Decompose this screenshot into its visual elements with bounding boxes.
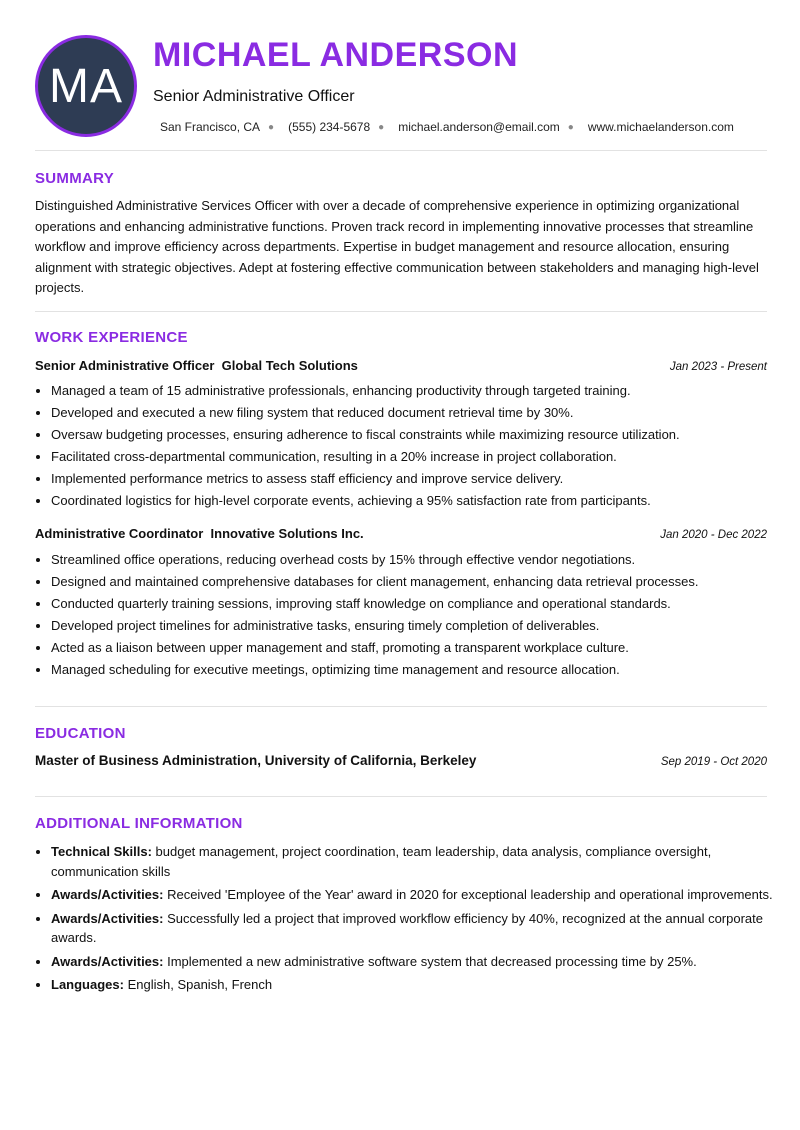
education-degree: Master of Business Administration, University of California, Berkeley (35, 753, 477, 768)
additional-list (35, 842, 783, 999)
job-header (35, 526, 767, 541)
summary-heading: SUMMARY (35, 170, 115, 187)
separator-dot-icon: ● (567, 121, 574, 133)
divider (35, 796, 767, 797)
divider (35, 311, 767, 312)
divider (35, 706, 767, 707)
list-item: • Oversaw budgeting processes, ensuring adherence to fiscal constraints while maximizing resource utilization. (51, 424, 783, 446)
list-item: • Managed a team of 15 administrative professionals, enhancing productivity through targeted training. (51, 380, 783, 402)
list-item: • Developed and executed a new filing system that reduced document retrieval time by 30%. (51, 402, 783, 424)
experience-heading: WORK EXPERIENCE (35, 329, 188, 346)
list-item: • Conducted quarterly training sessions, improving staff knowledge on compliance and operational standards. (51, 593, 783, 615)
separator-dot-icon: ● (378, 121, 385, 133)
job-bullets (35, 549, 783, 681)
contact-email[interactable]: michael.anderson@email.com ● (398, 120, 574, 134)
list-item: • Awards/Activities: Received 'Employee of the Year' award in 2020 for exceptional leadership and operational improvements. (51, 885, 783, 905)
contact-website[interactable]: www.michaelanderson.com (587, 120, 734, 134)
list-item: • Designed and maintained comprehensive databases for client management, enhancing data retrieval processes. (51, 571, 783, 593)
job-role-company: Senior Administrative Officer Global Tech Solutions (35, 358, 358, 373)
education-dates: Sep 2019 - Oct 2020 (660, 756, 767, 768)
divider (35, 150, 767, 151)
contact-phone: (555) 234-5678 ● (288, 120, 385, 134)
candidate-title: Senior Administrative Officer (153, 88, 355, 105)
job-header (35, 358, 767, 373)
avatar-initials: MA (49, 59, 123, 113)
list-item: • Awards/Activities: Successfully led a project that improved workflow efficiency by 40%, recognized at the annual corporate awards. (51, 909, 783, 948)
avatar (35, 35, 137, 137)
list-item: • Implemented performance metrics to assess staff efficiency and improve service delivery. (51, 468, 783, 490)
list-item: • Coordinated logistics for high-level corporate events, achieving a 95% satisfaction rate from participants. (51, 490, 783, 512)
list-item: • Acted as a liaison between upper management and staff, promoting a transparent workplace culture. (51, 637, 783, 659)
list-item: • Facilitated cross-departmental communication, resulting in a 20% increase in project collaboration. (51, 446, 783, 468)
job-dates: Jan 2020 - Dec 2022 (660, 529, 767, 541)
contact-bar (160, 120, 734, 134)
list-item: • Technical Skills: budget management, project coordination, team leadership, data analysis, compliance oversight, communication skills (51, 842, 783, 881)
candidate-name: MICHAEL ANDERSON (153, 36, 519, 74)
summary-text: Distinguished Administrative Services Officer with over a decade of comprehensive experience in optimizing organizational operations and enhancing administrative functions. Proven track record in implementing innovative processes that streamline workflow and improve efficiency across departments. Expertise in budget management and resource allocation, ensuring alignment with strategic objectives. Adept at fostering effective communication between stakeholders and managing high-level projects. (35, 198, 759, 295)
job-role-company: Administrative Coordinator Innovative Solutions Inc. (35, 526, 364, 541)
job-bullets (35, 380, 783, 512)
list-item: • Streamlined office operations, reducing overhead costs by 15% through effective vendor negotiations. (51, 549, 783, 571)
contact-location: San Francisco, CA ● (160, 120, 275, 134)
separator-dot-icon: ● (268, 121, 275, 133)
additional-heading: ADDITIONAL INFORMATION (35, 815, 243, 832)
list-item: • Languages: English, Spanish, French (51, 975, 783, 995)
education-entry (35, 753, 767, 768)
job-dates: Jan 2023 - Present (669, 361, 767, 373)
list-item: • Developed project timelines for administrative tasks, ensuring timely completion of deliverables. (51, 615, 783, 637)
list-item: • Managed scheduling for executive meetings, optimizing time management and resource allocation. (51, 659, 783, 681)
list-item: • Awards/Activities: Implemented a new administrative software system that decreased processing time by 25%. (51, 952, 783, 972)
education-heading: EDUCATION (35, 725, 126, 742)
